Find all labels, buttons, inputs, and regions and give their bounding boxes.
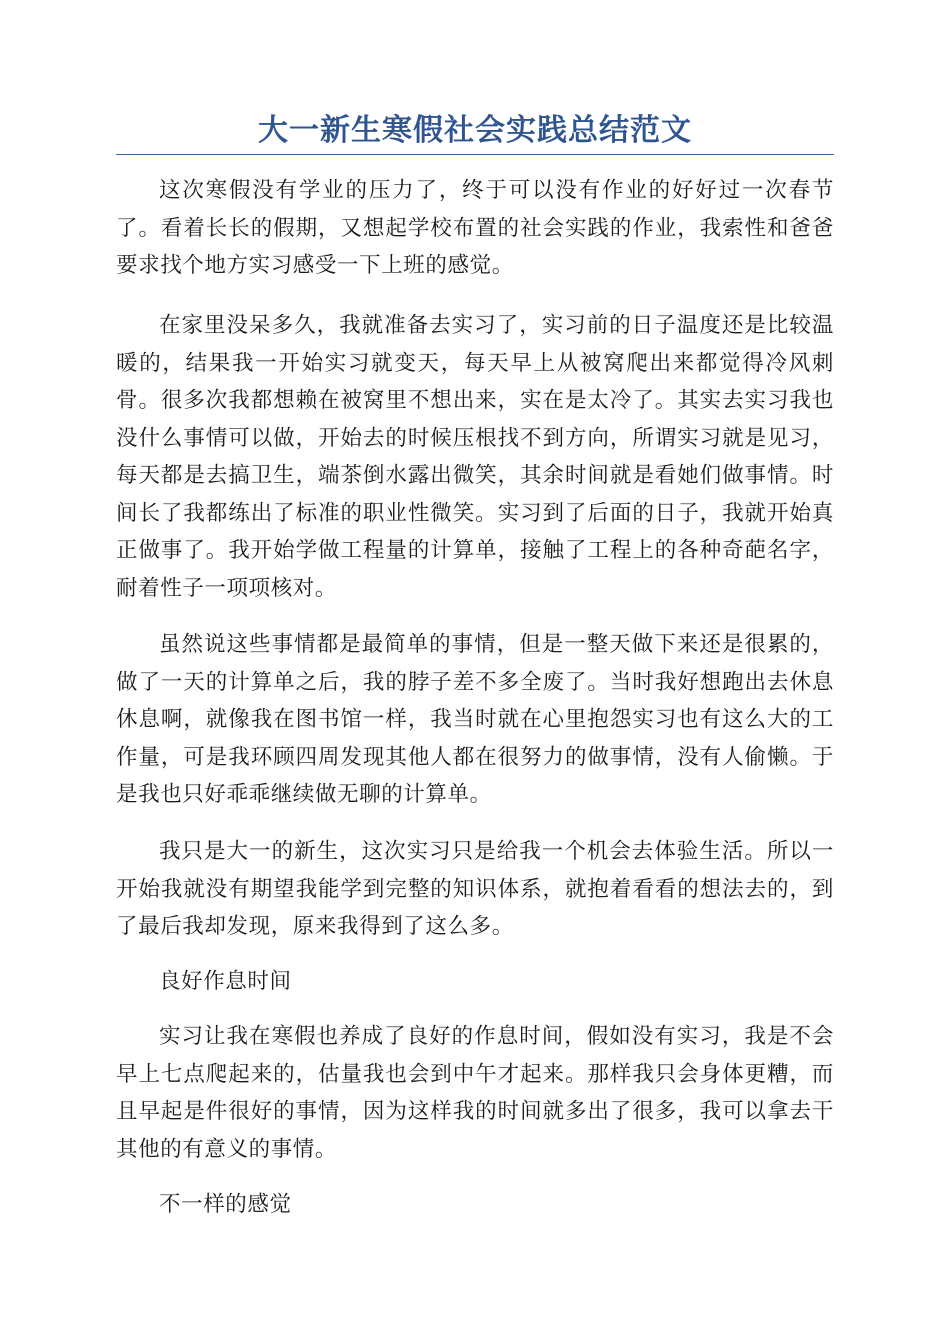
- paragraph-1: 这次寒假没有学业的压力了，终于可以没有作业的好好过一次春节了。看着长长的假期，又想起学校布置的社会实践的作业，我索性和爸爸要求找个地方实习感受一下上班的感觉。: [116, 178, 834, 278]
- document-title: 大一新生寒假社会实践总结范文: [258, 113, 692, 148]
- section-heading-sleep-schedule: 良好作息时间: [159, 969, 292, 994]
- paragraph-2: 在家里没呆多久，我就准备去实习了，实习前的日子温度还是比较温暖的，结果我一开始实习就变天，每天早上从被窝爬出来都觉得冷风刺骨。很多次我都想赖在被窝里不想出来，实在是太冷了。其实去实习我也没什么事情可以做，开始去的时候压根找不到方向，所谓实习就是见习，每天都是去搞卫生，端茶倒水露出微笑，其余时间就是看她们做事情。时间长了我都练出了标准的职业性微笑。实习到了后面的日子，我就开始真正做事了。我开始学做工程量的计算单，接触了工程上的各种奇葩名字，耐着性子一项项核对。: [116, 313, 834, 601]
- paragraph-3: 虽然说这些事情都是最简单的事情，但是一整天做下来还是很累的，做了一天的计算单之后，我的脖子差不多全废了。当时我好想跑出去休息休息啊，就像我在图书馆一样，我当时就在心里抱怨实习也有这么大的工作量，可是我环顾四周发现其他人都在很努力的做事情，没有人偷懒。于是我也只好乖乖继续做无聊的计算单。: [116, 632, 834, 807]
- paragraph-4: 我只是大一的新生，这次实习只是给我一个机会去体验生活。所以一开始我就没有期望我能学到完整的知识体系，就抱着看看的想法去的，到了最后我却发现，原来我得到了这么多。: [116, 839, 834, 939]
- section-heading-different-feeling: 不一样的感觉: [159, 1192, 292, 1217]
- title-underline: [116, 154, 834, 155]
- paragraph-5: 实习让我在寒假也养成了良好的作息时间，假如没有实习，我是不会早上七点爬起来的，估量我也会到中午才起来。那样我只会身体更糟，而且早起是件很好的事情，因为这样我的时间就多出了很多，我可以拿去干其他的有意义的事情。: [116, 1024, 834, 1162]
